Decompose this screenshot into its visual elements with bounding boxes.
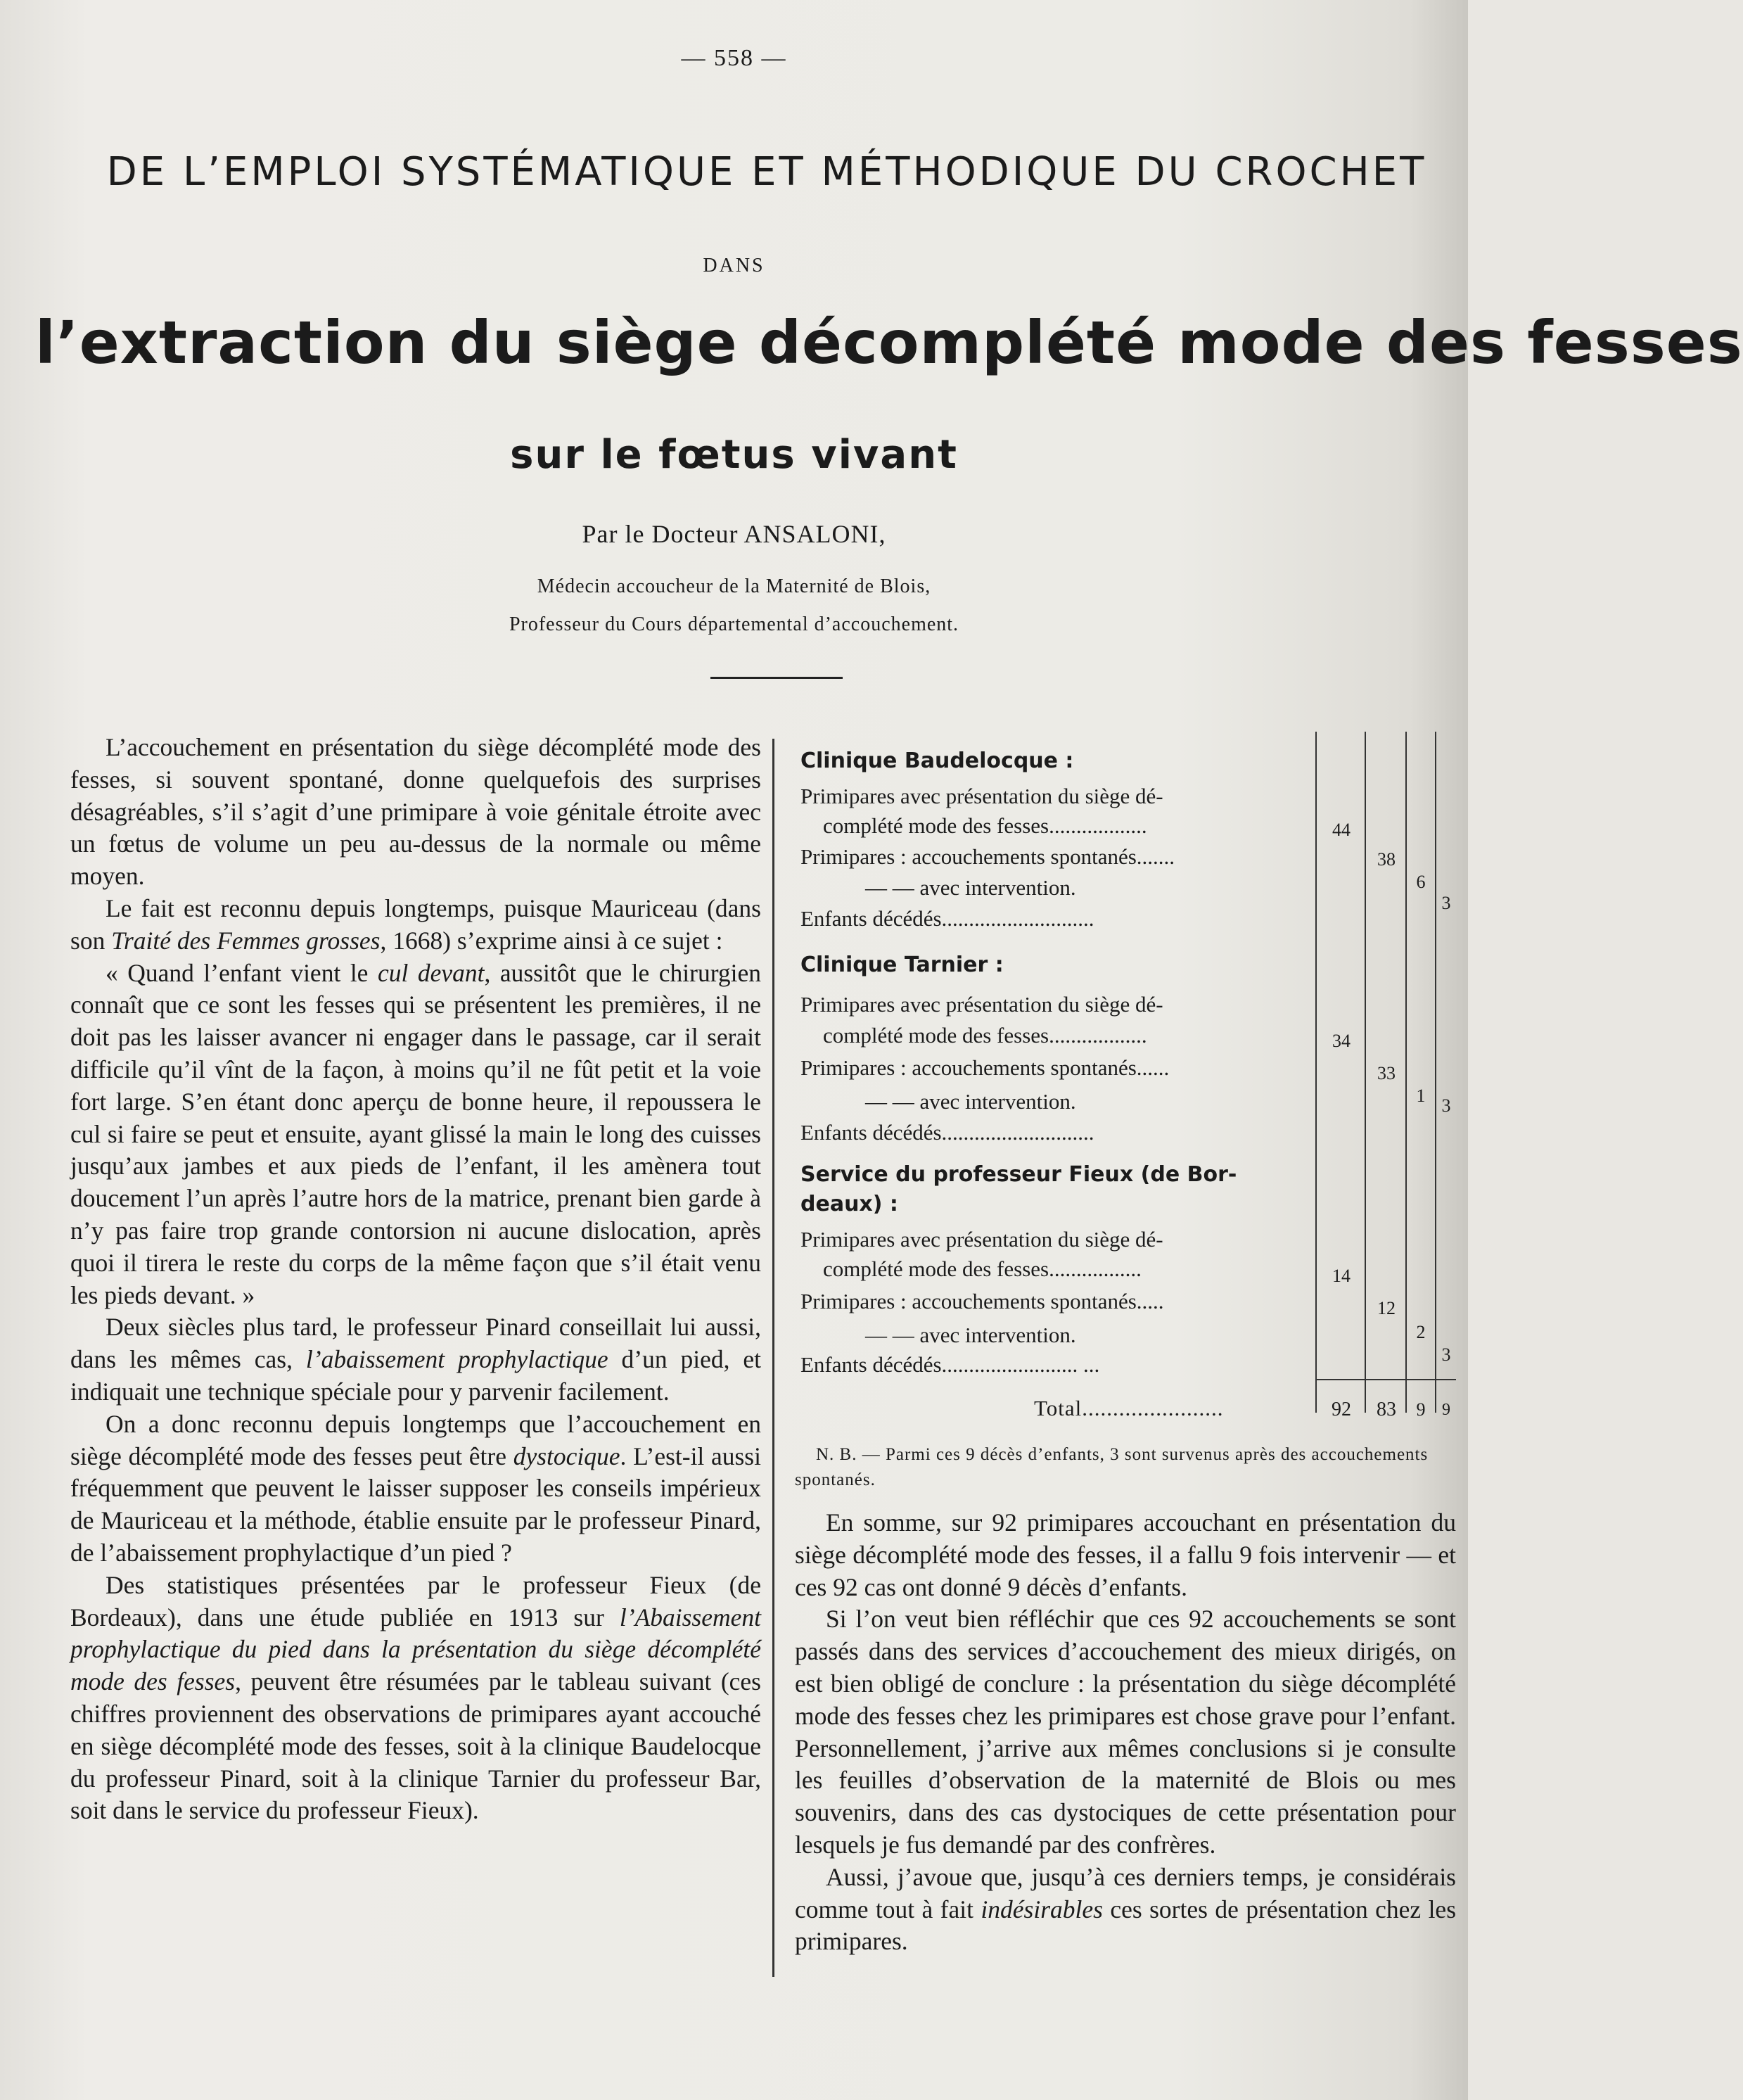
paragraph	[70, 1570, 761, 1827]
title-divider	[710, 677, 843, 679]
table-rule	[1405, 732, 1407, 1413]
paragraph	[70, 1311, 761, 1408]
right-column-text	[795, 1507, 1456, 1958]
value-intervention: 6	[1416, 872, 1426, 892]
paragraph-text: On a donc reconnu depuis longtemps que l’accouchement en siège décomplété mode des fesses peut être	[70, 1409, 761, 1470]
article-subtitle: l’extraction du siège décomplété mode des fesses	[35, 308, 1743, 377]
table-row-label: Primipares : accouchements spontanés......	[800, 1055, 1170, 1080]
table-row-label: Primipares avec présentation du siège dé-	[800, 992, 1163, 1017]
table-row-label: — — avec intervention.	[865, 875, 1076, 900]
group-heading-continued: deaux) :	[800, 1192, 898, 1216]
table-rule	[1365, 732, 1366, 1413]
paragraph-text: ces sortes de présentation chez les primipares.	[795, 1895, 1457, 1956]
paragraph-text: Si l’on veut bien réfléchir que ces 92 accouchements se sont passés dans des services d’accouchement des mieux dirigés, on est bien obligé de conclure : la présentation du siège décomplété mode des fesses chez les primipares est chose grave pour l’enfant. Personnellement, j’arrive aux mêmes conclusions si je consulte les feuilles d’observation de la maternité de Blois ou mes souvenirs, dans des cas dystociques de cette présentation pour lesquels je fus demandé par des confrères.	[795, 1605, 1456, 1859]
table-row-label: Enfants décédés............................	[800, 1120, 1094, 1145]
value-deces: 3	[1441, 1344, 1451, 1365]
paragraph-text: , aussitôt que le chirurgien connaît que ce sont les fesses qui se présentent les premières, il ne doit pas les laisser avancer ni engager dans le passage, car il serait difficile qu’il vînt de la façon, à moins qu’il ne fût petit et la voie fort large. S’en étant donc aperçu de bonne heure, il repoussera le cul si faire se peut et ensuite, ayant glissé la main le long des cuisses jusqu’aux jambes et aux pieds de l’enfant, il les amènera tout doucement l’un après l’autre hors de la matrice, prenant bien garde à n’y pas faire trop grande contorsion ni aucune dislocation, après quoi il tirera le reste du corps de la même façon que s’il était venu les pieds devant. »	[70, 958, 761, 1309]
emphasis: indésirables	[981, 1895, 1103, 1923]
paragraph-text: , peuvent être résumées par le tableau suivant (ces chiffres proviennent des observations de primipares ayant accouché en siège décomplété mode des fesses, soit à la clinique Baudelocque du professeur Pinard, soit à la clinique Tarnier du professeur Bar, soit dans le service du professeur Fieux).	[70, 1667, 761, 1825]
author-affiliation-1: Médecin accoucheur de la Maternité de Blois,	[537, 575, 931, 597]
paragraph	[795, 1507, 1456, 1603]
total-intervention: 9	[1416, 1399, 1426, 1420]
value-deces: 3	[1441, 893, 1451, 913]
paragraph	[70, 1408, 761, 1570]
paragraph-text: « Quand l’enfant vient le	[106, 958, 378, 987]
total-primipares: 92	[1332, 1399, 1351, 1420]
author-line: Par le Docteur ANSALONI,	[582, 520, 886, 548]
table-row-label: Enfants décédés......................... ...	[800, 1352, 1100, 1377]
value-deces: 3	[1441, 1095, 1451, 1116]
value-spontanes: 33	[1377, 1063, 1396, 1083]
table-row-label: Enfants décédés............................	[800, 906, 1094, 931]
table-row-label: — — avec intervention.	[865, 1089, 1076, 1114]
value-spontanes: 12	[1377, 1298, 1396, 1318]
table-row-label: — — avec intervention.	[865, 1323, 1076, 1347]
paragraph-text: . L’est-il aussi fréquemment que peuvent le laisser supposer les conseils impérieux de Mauriceau et la méthode, établie ensuite par le professeur Pinard, de l’abaissement prophylactique d’un pied ?	[70, 1442, 761, 1567]
value-intervention: 2	[1416, 1322, 1426, 1342]
table-row-label: Primipares avec présentation du siège dé-	[800, 784, 1163, 808]
right-column	[795, 732, 1457, 1956]
group-heading: Clinique Tarnier :	[800, 953, 1004, 977]
paragraph-text: d’un pied, et indiquait une technique spéciale pour y parvenir facilement.	[70, 1345, 761, 1406]
paragraph-text: Deux siècles plus tard, le professeur Pinard conseillait lui aussi, dans les mêmes cas,	[70, 1313, 761, 1374]
paragraph	[70, 732, 761, 893]
study-title: l’Abaissement prophylactique du pied dans la présentation du siège décomplété mode des fesses	[70, 1603, 761, 1696]
table-row-label: Primipares avec présentation du siège dé-	[800, 1227, 1163, 1252]
table-rule	[1315, 732, 1317, 1413]
total-label: Total.......................	[1034, 1396, 1224, 1420]
author-affiliation-2: Professeur du Cours départemental d’accouchement.	[509, 613, 959, 635]
page-number: — 558 —	[681, 45, 787, 71]
left-column	[70, 732, 761, 1827]
column-separator	[772, 739, 774, 1977]
paragraph	[70, 893, 761, 957]
paragraph-text: Des statistiques présentées par le professeur Fieux (de Bordeaux), dans une étude publiée en 1913 sur	[70, 1570, 761, 1631]
article-subtitle-2: sur le fœtus vivant	[510, 432, 958, 478]
book-title: Traité des Femmes grosses	[111, 926, 381, 955]
paragraph	[795, 1862, 1456, 1958]
value-primipares: 14	[1332, 1266, 1351, 1286]
group-heading: Clinique Baudelocque :	[800, 749, 1074, 773]
value-primipares: 44	[1332, 820, 1351, 840]
table-row-label: Primipares : accouchements spontanés.....	[800, 1289, 1164, 1313]
table-total-rule	[1315, 1379, 1456, 1380]
emphasis: cul devant	[377, 958, 485, 987]
emphasis: l’abaissement prophylactique	[305, 1345, 608, 1374]
total-deces: 9	[1442, 1401, 1450, 1419]
statistics-table	[795, 732, 1456, 1421]
table-row-label: complété mode des fesses..................	[823, 813, 1147, 838]
value-intervention: 1	[1416, 1086, 1426, 1106]
quotation	[70, 957, 761, 1312]
table-row-label: complété mode des fesses.................	[823, 1256, 1142, 1281]
paragraph-text: Aussi, j’avoue que, jusqu’à ces derniers temps, je considérais comme tout à fait	[795, 1862, 1456, 1923]
paragraph-text: , 1668) s’exprime ainsi à ce sujet :	[380, 926, 723, 955]
table-row-label: Primipares : accouchements spontanés.......	[800, 844, 1175, 869]
value-spontanes: 38	[1377, 849, 1396, 870]
paragraph	[795, 1603, 1456, 1861]
total-spontanes: 83	[1377, 1399, 1396, 1420]
table-row-label: complété mode des fesses..................	[823, 1023, 1147, 1048]
group-heading: Service du professeur Fieux (de Bor-	[800, 1162, 1237, 1187]
table-rule	[1435, 732, 1436, 1413]
title-connector: DANS	[703, 255, 765, 276]
table-note: N. B. — Parmi ces 9 décès d’enfants, 3 sont survenus après des accouchements spontanés.	[795, 1445, 1429, 1489]
paragraph-text: En somme, sur 92 primipares accouchant en présentation du siège décomplété mode des fesses, il a fallu 9 fois intervenir — et ces 92 cas ont donné 9 décès d’enfants.	[795, 1508, 1456, 1601]
article-title: DE L’EMPLOI SYSTÉMATIQUE ET MÉTHODIQUE DU CROCHET	[106, 149, 1427, 195]
emphasis: dystocique	[513, 1442, 620, 1470]
paragraph-text: Le fait est reconnu depuis longtemps, puisque Mauriceau (dans son	[70, 893, 761, 955]
paragraph-text: L’accouchement en présentation du siège décomplété mode des fesses, si souvent spontané, donne quelquefois des surprises désagréables, s’il s’agit d’une primipare à voie génitale étroite avec un fœtus de volume un peu au-dessus de la normale ou même moyen.	[70, 733, 761, 891]
value-primipares: 34	[1332, 1031, 1351, 1051]
